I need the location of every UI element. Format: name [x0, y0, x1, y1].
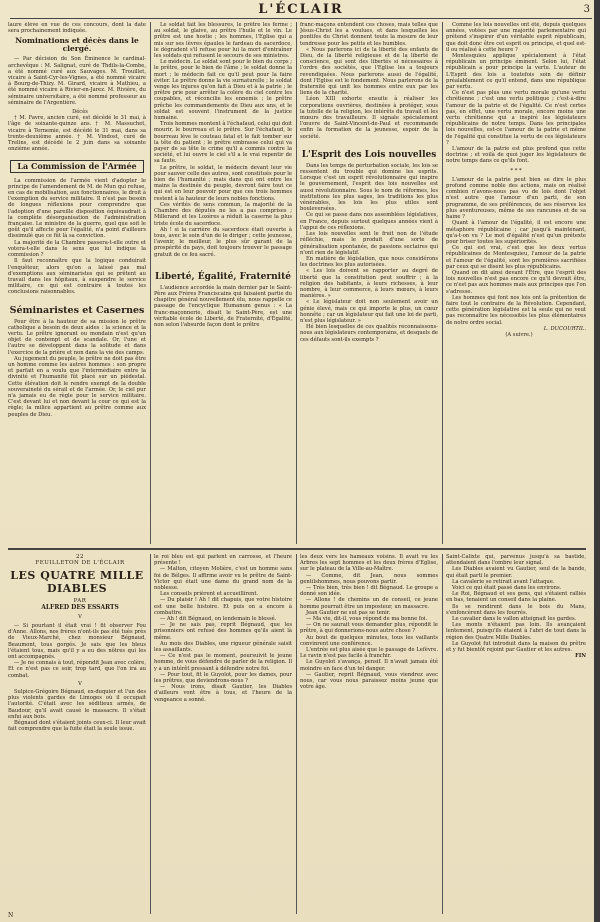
article-paragraph: En matière de législation, que nous considérons les doctrines les plus autorisées. — [300, 255, 438, 269]
column-1 — [8, 22, 146, 544]
article-paragraph: Le médecin. Le soldat sont pour le bien du corps ; le prêtre, pour le bien de l'âme ; le soldat donne la mort ; le médecin fait ce qu'il peut pour la faire éviter. Le prêtre donne la vie surnaturelle ; le soldat venge les injures qu'on fait à Dieu et à la patrie ; le prêtre prie pour arrêter la colère du ciel contre les coupables, et réconcilie les ennemis ; le prêtre prêche les commandements de Dieu aux uns, et le soldat est souvent l'instrument de la justice humaine. — [154, 59, 292, 122]
article-paragraph: La majorité de la Chambre passera-t-elle outre et votera-t-elle dans le sens que lui indique la commission ? — [8, 239, 146, 259]
feuilleton-column-1: 22 FEUILLETON DE L'ÉCLAIR LES QUATRE MILLE DIABLES PAR ALFRED DES ESSARTS V — Si pourtant il était vrai ! fit observer Fou d'Anne. Allons, nos frères n'ont-ils pas été tués près de Vieux-Marché, chez monsieur Bégnaud, Beaumont, tous gorgés. Je sais que les bleus l'étaient tous, mais qu'il y a eu des nôtres qui les ont accompagnés. — Je ne connais à tout, répondit Jean avec colère, Et ce n'est pas ce soir, trop tard, que l'on ira au combat. V Sulpice-Grégoire Bégnaud, ex-duquier et l'un des plus violents gardes de Limoges où il occupait l'autorité. C'était avec les séditieux armés, de Baudour, qu'il avait causé le massacre. Il s'était enfui aux bois. Bégnaud dont s'étaient joints ceux-ci. Il leur avait fait comprendre que la fuite était la seule issue. — [8, 554, 146, 733]
story-paragraph: L'entrée est plus aisée que le passage de Lefèvre. Le ravin n'est pas facile à franchir. — [300, 647, 438, 660]
article-paragraph: L'amour de la patrie est plus profond que cette doctrine ; et voilà de quoi juger les législateurs de notre temps dans ce qu'ils font. — [446, 146, 586, 165]
story-paragraph: — Très bien, très bien ! dit Bégnaud. Le groupe a donné son idée. — [300, 585, 438, 598]
author-signature: L. DUCOURTIL. — [543, 325, 586, 332]
story-paragraph: — Ma vie, dit-il, vous répond de ma bonne foi. — [306, 616, 428, 623]
column-3 — [300, 22, 438, 544]
story-paragraph: — Du plaisir ! Ah ! dit chapuis, que votre histoire est une belle histoire. Et puis on a encore à combattre. — [154, 597, 292, 616]
story-paragraph: — Si pourtant il était vrai ! fit observer Fou d'Anne. Allons, nos frères n'ont-ils pas été tués près de Vieux-Marché, chez monsieur Bégnaud, Beaumont, tous gorgés. Je sais que les bleus l'étaient tous, mais qu'il y a eu des nôtres qui les ont accompagnés. — [8, 623, 146, 661]
article-paragraph: laure élève en vue de ces concours, dont la date sera prochainement indiquée. — [8, 22, 146, 35]
story-paragraph: — Gautier, reprit Bégnaud, vous viendrez avec nous, car vous nous paraissez moins jeune que votre âge. — [300, 671, 438, 691]
story-paragraph: — Pour tout, fit le Guyolot, pour les dames, pour les prêtres, que deviendrons-nous ? — [154, 671, 292, 685]
feuilleton-number: 22 — [76, 554, 84, 560]
article-paragraph: Quant à l'amour de l'égalité, il est encore une métaphore républicaine ; car jusqu'à maintenant, qu'a-t-on vu ? Le mot d'égalité n'est qu'un prétexte pour briser toutes les supériorités. — [446, 220, 586, 245]
story-paragraph: Le Roi, Bégnaud et ses gens, qui s'étaient ralliés en bas, tenaient un conseil dans la plaine. — [446, 591, 586, 604]
story-paragraph: Au mois des Diables, une rigueur générale saisit les assaillants. — [154, 640, 292, 654]
article-paragraph: franc-maçons entendent ces choses, mais telles que Jésus-Christ les a voulues, et dans lesquelles les pontifes du Christ donnent toute la mesure de leur tendresse pour les petits et les humbles. — [300, 22, 438, 47]
feuilleton-author: ALFRED DES ESSARTS — [41, 603, 119, 611]
feuilleton-column-4 — [446, 554, 586, 914]
article-quote: « Le législateur doit non seulement avoir un génie élevé, mais ce qui importe le plus, un cœur honnête ; car un législateur qui fait une loi de parti, n'est plus législateur. » — [300, 299, 438, 324]
article-paragraph: Hé bien lesquelles de ces qualités reconnaissons-nous aux législateurs contemporains, et desquels de ces défauts sont-ils exempts ? — [300, 324, 438, 343]
commission-box — [8, 160, 146, 172]
article-paragraph: Pour être à la hauteur de sa mission le prêtre catholique a besoin de deux aides : la science et la vertu. Le prêtre ignorant ou mondain n'est qu'un objet de contempt et de scandale. Or, l'une et l'autre se développent dans la solitude et dans l'exercice de la prière et non dans la vie des camps. — [8, 318, 146, 356]
subheading-deces: Décès — [72, 109, 88, 116]
page-edge — [594, 0, 600, 922]
feuilleton-by: PAR — [73, 598, 87, 605]
feuilleton-label: FEUILLETON DE L'ÉCLAIR — [35, 560, 125, 567]
story-paragraph: les deux vers les hameaux voisins. Il avait vu les Arbres les sept hommes et les deux frères d'Eglise, sur le plateau de la Ville-au-Maître. — [300, 554, 438, 573]
column-rule — [442, 22, 443, 544]
story-paragraph: Saint-Calixte qui, parvenus jusqu'à sa bastide, attendaient dans l'ombre leur signal. — [446, 554, 586, 567]
story-paragraph: Ils se rendirent dans le bois du Mans, s'enfoncèrent dans les fourrés. — [446, 603, 586, 616]
column-rule — [296, 22, 297, 544]
article-paragraph: Ce qui est vrai, c'est que les deux vertus républicaines de Montesquieu, l'amour de la patrie et l'amour de l'égalité, sont les premières sacrifiées par ceux qui se disent les plus républicains. — [446, 245, 586, 270]
article-paragraph: Ces vérités de sens commun, la majorité de la Chambre des députés ne les a pas comprises ; Millerand et les Lozères a réduit la caserne la plus triste école du sacerdoce. — [154, 201, 292, 227]
footer-mark: N — [8, 912, 14, 919]
section-heading-esprit-des-lois: L'Esprit des Lois nouvelles — [301, 149, 437, 160]
article-paragraph: Ah ! si la carrière du sacerdoce était ouverte à tous, avec le soin d'un de le diriger ; cette jeunesse, l'avenir, le meilleur, le plus sûr garant de la prospérité du pays, doit toujours trouver le passage gratuit de ce feu sacré. — [154, 226, 292, 258]
newspaper-title: L'ÉCLAIR — [258, 2, 344, 17]
article-paragraph: Comme les lois nouvelles ont été, depuis quelques années, votées par une majorité parlementaire qui prétend s'inspirer d'un véritable esprit républicain, que doit donc être cet esprit ou principe, et quel est-il ou réalisé à cette heure ? — [446, 22, 586, 53]
section-separator: * * * — [510, 167, 522, 174]
article-paragraph: La commission de l'armée vient d'adopter le principe de l'amendement de M. de Mun qui refuse, en cas de mobilisation, aux fonctionnaires, le droit à l'exemption du service militaire. Il n'est pas besoin de longues réflexions pour comprendre que l'adoption d'une pareille disposition équivaudrait à la complète désorganisation de l'administration française. Le ministre de la guerre, quel que soit le goût qu'il affecte pour l'égalité, n'a point d'ailleurs dissimulé que ce fût là sa conviction. — [8, 177, 146, 240]
article-paragraph: Il faut reconnaître que la logique conduirait l'enquêteur, alors qu'on a laissé pas mal d'exemptions aux séminaristes qui se prêtent au travail dans les hôpitaux, à suspendre le service militaire, ce qui est contraire à toutes les conclusions raisonnables. — [8, 258, 146, 296]
story-paragraph: La cavalerie se retirait avant l'attaque. — [452, 578, 555, 585]
feuilleton-column-3 — [300, 554, 438, 914]
page-number: 3 — [583, 4, 590, 15]
article-paragraph: Le prêtre, le soldat, le médecin devant leur vie pour sauver celle des autres, sont constitués pour le bien de l'humanité ; mais dans qui ont entre les mains la destinée du peuple, devront faire tout ce qui est en leur pouvoir pour que ces trois hommes restent à la hauteur de leurs nobles fonctions. — [154, 164, 292, 202]
article-paragraph: Trois hommes montent à l'échafaud, celui qui doit mourir, le bourreau et le prêtre. Sur l'échafaud, le bourreau lève le couteau fatal et le fait tomber sur la tête du patient ; le prêtre embrasse celui qui va payer de sa tête le crime qu'il a commis contre la société, et lui ouvre le ciel s'il a le vrai repentir de sa faute. — [154, 121, 292, 165]
story-paragraph: Les conseils prièrent et accueillirent. — [160, 591, 259, 598]
article-paragraph: Quand on dit ainsi devant l'Être, que l'esprit des lois nouvelles n'est pas encore ce qu'il devrait être, ce n'est pas aux hommes mais aux principes que l'on s'adresse. — [446, 269, 586, 295]
column-2 — [154, 22, 292, 544]
column-rule — [296, 554, 297, 914]
article-paragraph: Dans les temps de perturbation sociale, les lois se ressentent du trouble qui domine les esprits. Lorsque c'est un esprit révolutionnaire qui inspire le gouvernement, l'esprit des lois nouvelles est aussi révolutionnaire. Sous le nom de réformes, les institutions les plus sages, les traditions les plus vénérables, les lois les plus utiles sont bouleversées. — [300, 162, 438, 213]
story-paragraph: — Ah ! dit Bégnaud, on lendemain le blessé. — [160, 616, 277, 623]
story-paragraph: Les monts n'étaient pas loin. Ils avançaient lentement, puisqu'ils étaient à l'abri de tout dans la région des Quatre Mille Diables. — [446, 622, 586, 641]
article-paragraph: Ce qui se passe dans nos assemblées législatives, en France, depuis surtout quelques années vient à l'appui de ces réflexions. — [300, 212, 438, 231]
article-quote: « Les lois doivent se rapporter au degré de liberté que la constitution peut souffrir ; à la religion des habitants, à leurs richesses, à leur nombre, à leur commerce, à leurs mœurs, à leurs manières. » — [300, 268, 438, 300]
article-paragraph: Léon XIII exhorte ensuite à réaliser les corporations ouvrières, destinées à protéger, sous la tutelle de la religion, les intérêts du travail et les mœurs des travailleurs. Il signale spécialement l'œuvre de Saint-Vincent-de-Paul et recommande enfin la formation de la jeunesse, espoir de la société. — [300, 96, 438, 140]
story-paragraph: Le Guyolot fut introduit dans la maison du prêtre et y fut bientôt rejoint par Gautier et les autres. — [446, 640, 586, 654]
story-paragraph: — Allons ! de chemins un de conseil, ce jeune homme pourrait être un imposteur, un massacre. — [300, 597, 438, 610]
story-paragraph: Le Guyolot s'avança, pensif. Il n'avait jamais été moindre en face d'un tel danger. — [300, 659, 438, 672]
story-paragraph: Sulpice-Grégoire Bégnaud, ex-duquier et l'un des plus violents gardes de Limoges où il occupait l'autorité. C'était avec les séditieux armés, de Baudour, qu'il avait causé le massacre. Il s'était enfui aux bois. — [8, 689, 146, 720]
article-paragraph: — Par décision de Son Éminence le cardinal-archevêque : M. Salignat, curé de Thdils-la-Combe, a été nommé curé aux Sauvages. M. Trouillet, vicaire à Saint-Cyr-les-Vignes, a été nommé vicaire à Bourg-de-Thizy. M. Girard, vicaire à Mathieu, a été nommé vicaire à Rivier-en-Jarez. M. Rivière, du séminaire universitaire, a été nommé professeur au séminaire de l'Argentière. — [8, 56, 146, 106]
feuilleton-column-2 — [154, 554, 292, 914]
section-heading-liberte: Liberté, Égalité, Fraternité — [155, 271, 291, 282]
story-paragraph: le roi bleu est qui parlent en carrosse, et l'heure présente ! — [154, 554, 292, 567]
section-heading-nominations: Nominations et décès dans le clergé. — [15, 36, 139, 54]
story-paragraph: Bégnaud dont s'étaient joints ceux-ci. Il leur avait fait comprendre que la fuite était la seule issue. — [8, 720, 146, 733]
story-paragraph: — Nous irons, disait Gautier, les Diables d'ailleurs vont être à tous, et l'heure de la vengeance a sonné. — [154, 684, 292, 703]
section-heading-seminaristes: Séminaristes et Casernes — [9, 304, 145, 316]
to-be-continued: (A suivre.) — [505, 331, 533, 338]
story-paragraph: Voici ce qui était passé dans les environs. — [452, 585, 562, 592]
article-paragraph: Montesquieu applique spécialement à l'état républicain un principe éminent. Selon lui, l'état républicain a pour principe la vertu. L'auteur de L'Esprit des lois a toutefois soin de définir préalablement ce qu'il entend, dans une république par vertu. — [446, 53, 586, 91]
story-paragraph: Jean Gautier ne sut pas se tenir. — [306, 609, 391, 616]
story-paragraph: Au bout de quelques minutes, tous les vaillants convinrent une conférence. — [300, 634, 438, 647]
story-paragraph: — On ne saurait vous demander plus, répondit le prêtre, à qui donnerions-nous autre chose ? — [300, 622, 438, 635]
article-paragraph: Ce n'est pas plus une vertu morale qu'une vertu chrétienne ; c'est une vertu politique ; c'est-à-dire l'amour de la patrie et de l'égalité. Ce n'est certes pas, en effet, une vertu morale, encore moins une vertu chrétienne qui a inspiré les législateurs républicains de notre temps. Dans les principales lois nouvelles, est-ce l'amour de la patrie et même de l'égalité qui constitue la vertu de ces législateurs ? — [446, 90, 586, 146]
article-paragraph: Le soldat fait les blessures, le prêtre les ferme ; au soldat, le glaive, au prêtre l'huile et le vin. Le prêtre est une hostie ; les hommes, l'Eglise qui a mis sur ses lèvres épaules le fardeau du sacerdoce, le dégradent s'il refuse pour lui la mort d'entraîner les soldats qui refusent le secours de ses ministres. — [154, 22, 292, 60]
article-paragraph: Les hommes qui font nos lois ont la prétention de faire tout le contraire de la Révolution. Cependant, cette génération législative est la seule qui ne veut pas reconnaître les nécessités les plus élémentaires de notre ordre social. — [446, 294, 586, 326]
column-rule — [150, 22, 151, 544]
column-rule — [442, 554, 443, 914]
feuilleton-title: LES QUATRE MILLE DIABLES — [10, 569, 144, 596]
story-paragraph: Les Diables avaient vu Gautier, seul de la bande, qui était parti le premier. — [446, 566, 586, 579]
article-paragraph: L'amour de la patrie peut bien se dire le plus profond comme noble des actions, mais on réalisé combien n'avons-nous pas vu de lois dont l'objet n'est autre que l'amour d'un parti, de son programme, de ses préférences, de ses réserves les plus aventureuses, même de ses rancunes et de sa haine ? — [446, 176, 586, 221]
story-paragraph: — Je ne sais pas, reprit Bégnaud, que les prisonniers ont refusé des hommes qu'ils aient là même. — [154, 622, 292, 641]
masthead — [10, 2, 592, 19]
story-paragraph: — Comme, dit Jean, nous sommes gentilshommes, nous pouvons partir. — [300, 572, 438, 585]
column-rule — [150, 554, 151, 914]
story-paragraph: — Ce n'est pas le moment, poursuivit le jeune homme, de vous défendre de parler de la religion. Il y a un intérêt pressant à défendre notre foi. — [154, 653, 292, 672]
article-paragraph: Les lois nouvelles sont le fruit non de l'étude réfléchie, mais le produit d'une sorte de généralisation spontanée, de passions sectaires qui n'ont rien de législatif. — [300, 231, 438, 256]
feuilleton-separator — [8, 548, 586, 550]
feuilleton-chapter: V — [78, 613, 82, 620]
story-end: FIN — [575, 653, 586, 660]
column-4 — [446, 22, 586, 544]
article-paragraph: « Nous parlerons ici de la liberté des enfants de Dieu, de la liberté religieuse et de la liberté de conscience, qui sont des libertés si nécessaires à l'ordre des sociétés, que l'Eglise les a toujours revendiquées. Nous parlerons aussi de l'égalité, dont l'Eglise est le fondement. Nous parlerons de la fraternité qui unit les hommes entre eux par les liens de la charité. — [300, 46, 438, 97]
article-paragraph: L'audience accordée la main dernier par le Saint-Père aux Frères Franciscains qui faisaient partie du chapitre général nouvellement élu, nous rappelle ce passage de l'encyclique Humanum genus : « La franc-maçonnerie, disait le Saint-Père, est une véritable école de Liberté, de Fraternité, d'Égalité, non selon l'absurde façon dont le prêtre — [154, 284, 292, 328]
story-paragraph: Le cavalier dans le vallon atteignait les gardes. — [452, 616, 577, 623]
article-paragraph: † M. Favre, ancien curé, est décédé le 31 mai, à l'âge de soixante-quinze ans. † M. Massuchet, vicaire à Ternemie, est décédé le 31 mai, dans sa trente-deuxième année. † M. Vindost, curé de Trelins, est décédé le 2 juin dans sa soixante onzième année. — [8, 115, 146, 153]
story-paragraph: — Je ne connais à tout, répondit Jean avec colère, Et ce n'est pas ce soir, trop tard, que l'on ira au combat. — [8, 660, 146, 679]
section-heading-commission: La Commission de l'Armée — [10, 160, 143, 172]
article-paragraph: Au jugement du peuple, le prêtre ne doit pas être un homme comme les autres hommes : son propre et parfait en a voulu que l'intermédiaire entre la divinité et l'humanité fût placé sur un piédestal. Cette élévation doit le rendre exempt de la double souveraineté du sérail et de l'armée. Or, le ciel pur n'a jamais eu de règle pour le service militaire. C'est devant lui et non devant la cour ce qui est la règle; la milice appartient au prêtre comme aux peuples de Dieu. — [8, 355, 146, 418]
story-paragraph: — Malton, citoyen Molière, c'est un homme sans foi de Bélges. Il affirme avoir vu le prêtre de Saint-Victor qui était une dame du grand nom de la noblesse. — [154, 566, 292, 592]
